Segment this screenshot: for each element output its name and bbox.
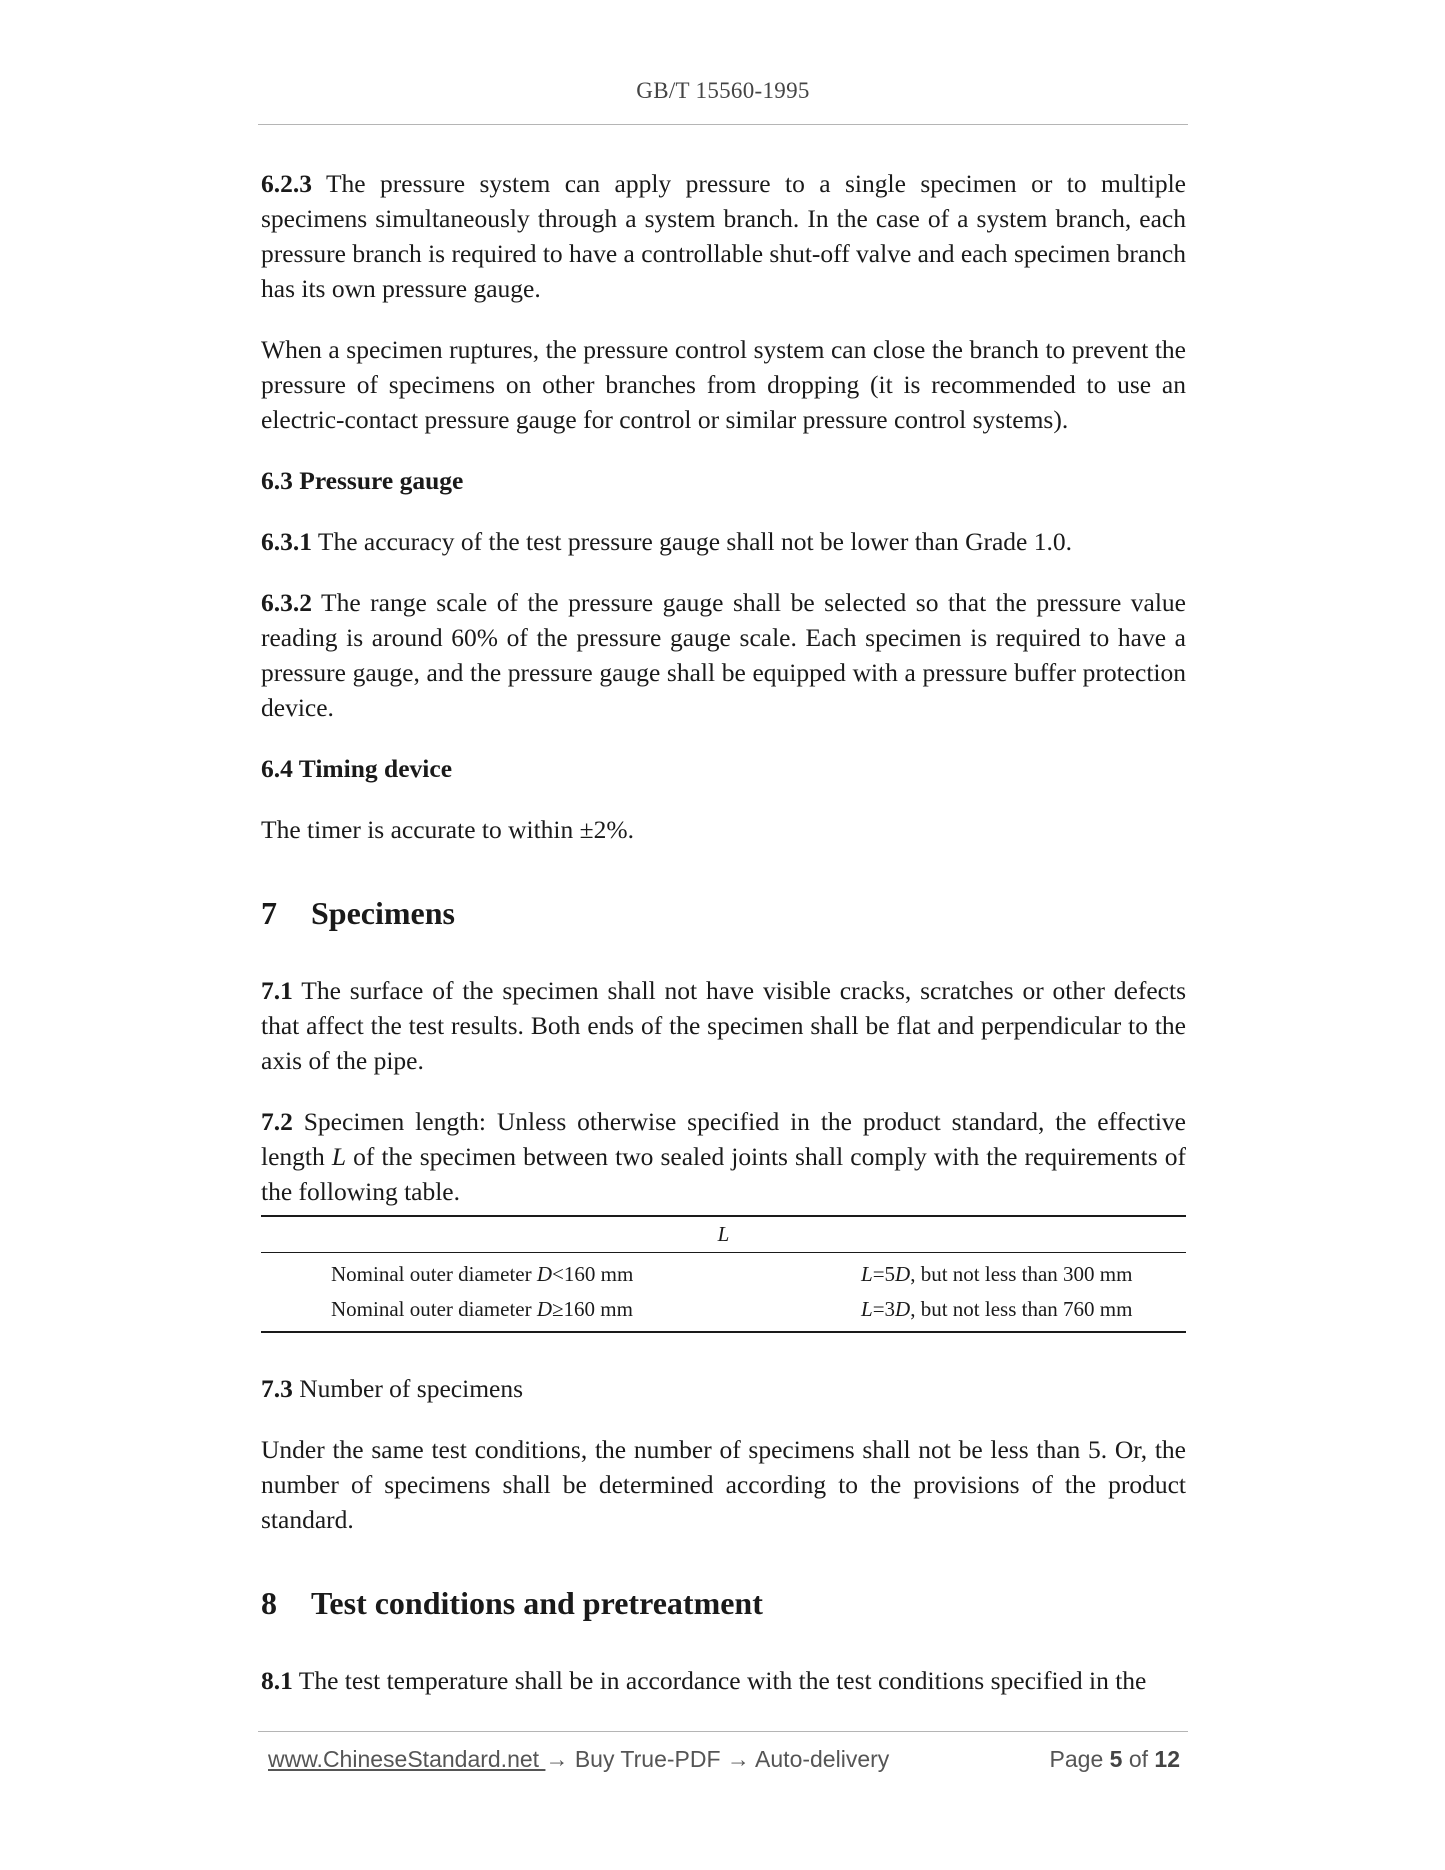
length-cell — [791, 1292, 1186, 1332]
cell-text: =3 — [872, 1297, 896, 1321]
page-label: Page — [1049, 1746, 1110, 1772]
page-indicator — [1050, 1746, 1180, 1773]
cell-text: Nominal outer diameter — [331, 1297, 537, 1321]
variable-L: L — [861, 1297, 873, 1321]
clause-number: 8.1 — [261, 1666, 293, 1695]
clause-text: The accuracy of the test pressure gauge shall not be lower than Grade 1.0. — [312, 527, 1072, 556]
table-row — [261, 1292, 1186, 1332]
cell-text: <160 mm — [552, 1262, 634, 1286]
section-number: 7 — [261, 895, 277, 931]
section-title: Test conditions and pretreatment — [311, 1585, 763, 1621]
section-number: 8 — [261, 1585, 277, 1621]
clause-text: Number of specimens — [292, 1374, 524, 1403]
clause-7-3 — [261, 1371, 1186, 1406]
variable-D: D — [536, 1262, 553, 1286]
clause-text: of the specimen between two sealed joints shall comply with the requirements of the following table. — [261, 1142, 1187, 1206]
footer-divider — [258, 1731, 1188, 1732]
variable-L: L — [861, 1262, 873, 1286]
header-divider — [258, 124, 1188, 125]
section-8-heading — [261, 1583, 1186, 1623]
clause-number: 7.2 — [261, 1107, 293, 1136]
clause-text: The test temperature shall be in accordance with the test conditions specified in the — [292, 1666, 1147, 1695]
heading-6-4: 6.4 Timing device — [261, 754, 453, 783]
clause-text: The surface of the specimen shall not have visible cracks, scratches or other defects that affect the test results. Both ends of the specimen shall be flat and perpendicular to the axis of the pipe. — [261, 976, 1186, 1075]
variable-L: L — [331, 1142, 347, 1171]
clause-text: The range scale of the pressure gauge shall be selected so that the pressure value reading is around 60% of the pressure gauge scale. Each specimen is required to have a pressure gauge, and the pressure gauge shall be equipped with a pressure buffer protection device. — [261, 588, 1186, 722]
cell-text: ≥160 mm — [552, 1297, 633, 1321]
variable-D: D — [895, 1297, 911, 1321]
clause-6-4-text: The timer is accurate to within ±2%. — [261, 815, 634, 844]
cell-text: =5 — [872, 1262, 896, 1286]
diameter-cell — [261, 1253, 791, 1293]
cell-text: , but not less than 760 mm — [910, 1297, 1133, 1321]
table-header-row — [261, 1216, 1186, 1253]
table-header-cell: L — [261, 1216, 1186, 1253]
heading-6-3: 6.3 Pressure gauge — [261, 466, 464, 495]
clause-text: Specimen length: Unless otherwise specified in the product standard, the effective length — [261, 1107, 1186, 1171]
cell-text: , but not less than 300 mm — [910, 1262, 1133, 1286]
cell-text: Nominal outer diameter — [331, 1262, 537, 1286]
clause-6-2-3-continued: When a specimen ruptures, the pressure control system can close the branch to prevent the pressure of specimens on other branches from dropping (it is recommended to use an electric-contact pressure gauge for control or similar pressure control systems). — [261, 335, 1186, 434]
section-7-heading — [261, 893, 1186, 933]
document-body — [261, 166, 1186, 1698]
variable-D: D — [895, 1262, 911, 1286]
clause-7-2 — [261, 1104, 1186, 1209]
clause-6-2-3 — [261, 166, 1186, 306]
clause-number: 6.3.1 — [261, 527, 312, 556]
clause-number: 6.2.3 — [261, 169, 312, 198]
clause-6-3-1 — [261, 524, 1186, 559]
variable-D: D — [536, 1297, 553, 1321]
clause-number: 6.3.2 — [261, 588, 312, 617]
clause-number: 7.3 — [261, 1374, 293, 1403]
clause-number: 7.1 — [261, 976, 293, 1005]
clause-7-3-text: Under the same test conditions, the number of specimens shall not be less than 5. Or, the number of specimens shall be determined according to the provisions of the product standard. — [261, 1435, 1186, 1534]
footer-tagline: → Buy True-PDF → Auto-delivery — [545, 1746, 890, 1772]
page-header: GB/T 15560-1995 — [636, 78, 810, 103]
table-row — [261, 1253, 1186, 1293]
length-cell — [791, 1253, 1186, 1293]
site-link[interactable]: www.ChineseStandard.net — [268, 1746, 546, 1772]
clause-6-3-2 — [261, 585, 1186, 725]
diameter-cell — [261, 1292, 791, 1332]
section-title: Specimens — [311, 895, 455, 931]
specimen-length-table — [261, 1215, 1186, 1333]
of-label: of — [1122, 1746, 1155, 1772]
clause-7-1 — [261, 973, 1186, 1078]
total-pages-number: 12 — [1154, 1746, 1180, 1772]
clause-8-1 — [261, 1663, 1186, 1698]
page-footer — [268, 1746, 1180, 1773]
current-page-number: 5 — [1109, 1746, 1123, 1772]
clause-text: The pressure system can apply pressure to a single specimen or to multiple specimens simultaneously through a system branch. In the case of a system branch, each pressure branch is required to have a controllable shut-off valve and each specimen branch has its own pressure gauge. — [261, 169, 1186, 303]
